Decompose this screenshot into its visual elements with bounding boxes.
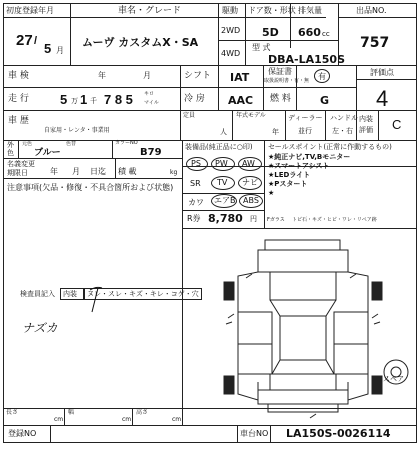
yearmodel-label: 年式モデル bbox=[236, 112, 266, 119]
sales-point-3: ★LEDライト bbox=[268, 171, 311, 179]
name-change-year: 年 bbox=[50, 167, 58, 176]
interior-sub: 評価 bbox=[359, 126, 373, 134]
model-code-value: DBA-LA150S bbox=[268, 53, 345, 66]
first-reg-month: 5 bbox=[44, 41, 52, 56]
score-value: 4 bbox=[376, 86, 389, 111]
displacement-unit: cc bbox=[322, 30, 330, 38]
capacity-label: 定員 bbox=[183, 112, 196, 119]
fuel-value: G bbox=[320, 94, 330, 107]
recycle-label: R券 bbox=[187, 214, 201, 223]
displacement-value: 660 bbox=[298, 26, 321, 39]
history-label: 車 歴 bbox=[8, 116, 29, 126]
ac-label: 冷 房 bbox=[184, 94, 205, 104]
inspector-label: 検査員記入 bbox=[20, 290, 55, 298]
history-sub: 自家用・レンタ・事業用 bbox=[44, 127, 110, 134]
glass-label: Fガラス bbox=[267, 217, 285, 223]
equip-pw: PW bbox=[215, 159, 228, 168]
warranty-sub: 取扱説明書・有・無 bbox=[264, 78, 310, 84]
height-label: 高さ bbox=[136, 409, 149, 416]
interior-label: 内装 bbox=[359, 115, 373, 123]
drive-4wd: 4WD bbox=[221, 49, 241, 58]
inspector-tags: ヌレ・スレ・キズ・キレ・コゲ・穴 bbox=[87, 290, 199, 298]
height-unit: cm bbox=[172, 416, 182, 423]
drive-label: 駆動 bbox=[222, 6, 238, 15]
inspection-year: 年 bbox=[98, 71, 106, 80]
equip-tv: TV bbox=[217, 178, 228, 187]
lot-label: 出品NO. bbox=[356, 6, 387, 15]
name-change-label-2: 期限日 bbox=[7, 169, 28, 177]
warranty-mark: 有 bbox=[318, 72, 326, 81]
model-grade-value: ムーヴ カスタムX・SA bbox=[82, 36, 199, 49]
color-value: ブルー bbox=[34, 148, 61, 158]
model-code-label: 型 式 bbox=[252, 43, 271, 52]
sales-label: セールスポイント(正常に作動するもの) bbox=[268, 143, 392, 151]
shift-value: IAT bbox=[230, 71, 250, 84]
sales-point-2: ★スマートアシスト bbox=[268, 162, 330, 170]
mileage-digit-2: 1 bbox=[80, 92, 88, 107]
lot-value: 757 bbox=[360, 35, 390, 51]
inspector-check-mark bbox=[86, 284, 110, 314]
color-change-label: 色替 bbox=[66, 141, 77, 147]
length-unit: cm bbox=[54, 416, 64, 423]
mileage-unit-km: キロ bbox=[144, 91, 155, 97]
first-reg-label: 初度登録年月 bbox=[6, 6, 54, 15]
chassis-label: 車台NO bbox=[240, 429, 269, 438]
inspector-handwritten: ナズカ bbox=[22, 321, 58, 335]
doors-value: 5D bbox=[262, 26, 279, 39]
mileage-digit-1: 5 bbox=[60, 92, 68, 107]
equip-ps: PS bbox=[191, 159, 201, 168]
width-label: 幅 bbox=[68, 409, 75, 416]
recycle-unit: 円 bbox=[250, 215, 257, 223]
equip-kawa: カワ bbox=[188, 198, 204, 207]
exterior-label-2: 色 bbox=[7, 149, 14, 157]
name-change-day: 日迄 bbox=[90, 167, 106, 176]
name-change-month: 月 bbox=[72, 167, 80, 176]
drive-2wd: 2WD bbox=[221, 26, 241, 35]
mileage-rest: 7 8 5 bbox=[104, 92, 133, 107]
warranty-circle bbox=[314, 69, 330, 83]
inventory-label: 積 載 bbox=[118, 167, 137, 176]
mileage-unit-mile: マイル bbox=[144, 100, 159, 106]
original-color-label: 元色 bbox=[22, 141, 33, 147]
interior-value: C bbox=[392, 117, 402, 132]
reg-no-label: 登録NO bbox=[8, 429, 37, 438]
inventory-kg: kg bbox=[170, 169, 178, 176]
fuel-label: 燃 料 bbox=[270, 94, 291, 104]
recycle-value: 8,780 bbox=[208, 212, 243, 225]
name-change-label: 名義変更 bbox=[7, 160, 35, 168]
exterior-label: 外 bbox=[7, 141, 14, 149]
handle-sub: 左・右 bbox=[332, 127, 353, 135]
yearmodel-unit: 年 bbox=[272, 128, 279, 136]
equip-airbag: エアB bbox=[214, 196, 236, 205]
width-unit: cm bbox=[122, 416, 132, 423]
equip-abs: ABS bbox=[243, 196, 259, 205]
capacity-unit: 人 bbox=[220, 128, 227, 136]
sales-point-5: ★ bbox=[268, 189, 275, 197]
mileage-label: 走 行 bbox=[8, 94, 29, 104]
spare-label: スペア bbox=[383, 375, 404, 383]
equip-aw: AW bbox=[242, 159, 255, 168]
ac-value: AAC bbox=[228, 94, 254, 107]
warranty-label: 保証書 bbox=[268, 67, 292, 76]
shift-label: シフト bbox=[184, 71, 212, 81]
displacement-label: 排気量 bbox=[298, 6, 322, 15]
first-reg-year: 27 bbox=[16, 32, 33, 49]
color-no-value: B79 bbox=[140, 147, 162, 158]
sales-point-4: ★Pスタート bbox=[268, 180, 308, 188]
score-label: 評価点 bbox=[370, 68, 394, 77]
length-label: 長さ bbox=[6, 409, 19, 416]
first-reg-month-unit: 月 bbox=[56, 46, 64, 55]
first-reg-year-unit: / bbox=[34, 35, 38, 47]
equipment-label: 装備品(純正品に○印) bbox=[185, 143, 253, 151]
equip-sr: SR bbox=[190, 179, 201, 188]
sales-point-1: ★純正ナビ,TV,Bモニター bbox=[268, 153, 351, 161]
model-grade-label: 車名・グレード bbox=[118, 6, 182, 16]
chassis-value: LA150S-0026114 bbox=[286, 427, 391, 440]
notes-label: 注意事項(欠品・修復・不具合箇所および状態) bbox=[7, 183, 174, 192]
inspection-label: 車 検 bbox=[8, 71, 29, 81]
inspector-interior: 内装 bbox=[63, 290, 77, 298]
glass-tags: トビ石・キズ・ヒビ・ワレ・リペア跡 bbox=[292, 217, 377, 223]
mileage-unit-man: 万 bbox=[71, 97, 78, 105]
mileage-unit-sen: 千 bbox=[90, 97, 97, 105]
color-no-label: カラーNO bbox=[115, 140, 138, 146]
dealer-sub: 並行 bbox=[298, 127, 312, 135]
handle-label: ハンドル bbox=[330, 114, 358, 122]
doors-label: ドア数・形状 bbox=[248, 6, 296, 15]
dealer-label: ディーラー bbox=[288, 114, 323, 122]
inspection-month: 月 bbox=[143, 71, 151, 80]
car-damage-diagram bbox=[200, 232, 415, 422]
equip-navi: ナビ bbox=[242, 178, 258, 187]
